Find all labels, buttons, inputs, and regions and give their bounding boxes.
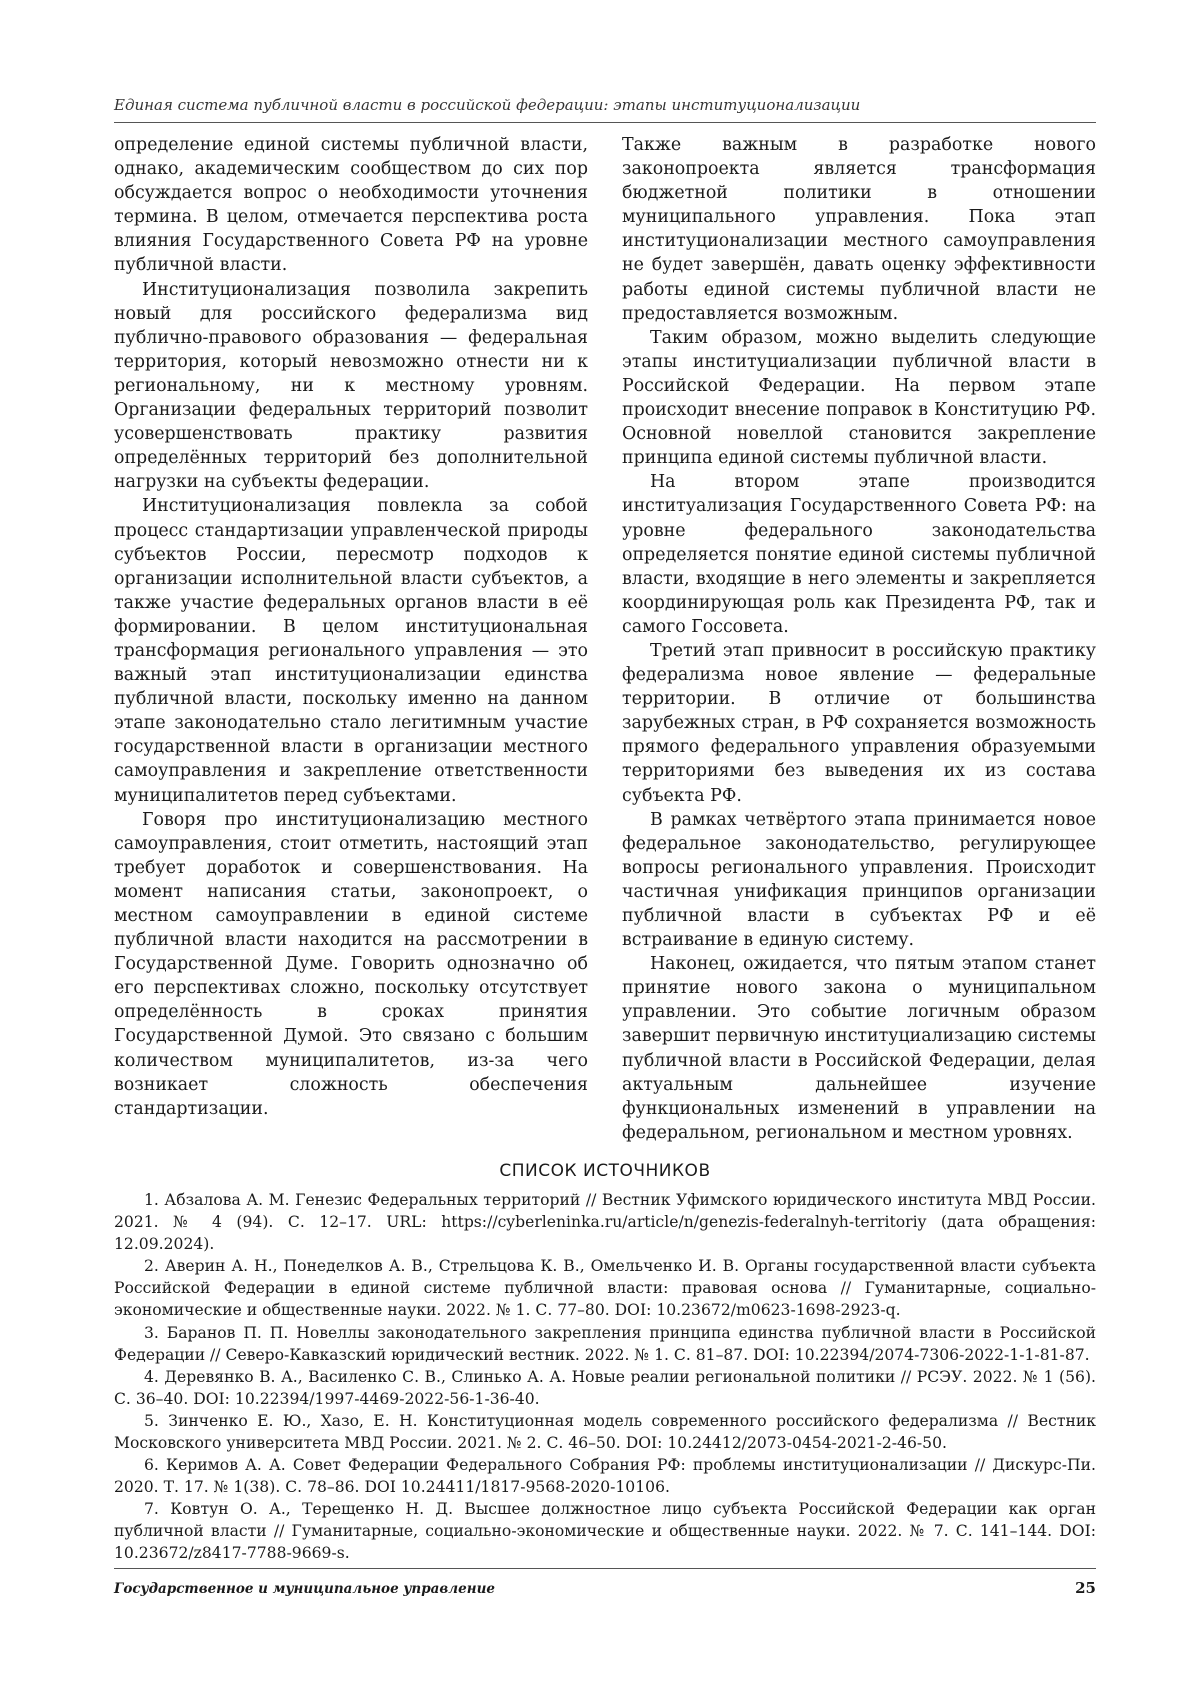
left-column (114, 133, 588, 1145)
right-column (622, 133, 1096, 1145)
paragraph: Наконец, ожидается, что пятым этапом станет принятие нового закона о муниципальном управлении. Это событие логичным образом завершит первичную институциализацию системы публичной власти в Российской Федерации, делая актуальным дальнейшее изучение функциональных изменений в управлении на федеральном, региональном и местном уровнях. (622, 954, 1096, 1143)
references-heading: СПИСОК ИСТОЧНИКОВ (499, 1160, 711, 1181)
paragraph: Третий этап привносит в российскую практику федерализма новое явление — федеральные территории. В отличие от большинства зарубежных стран, в РФ сохраняется возможность прямого федерального управления образуемыми территориями без выведения их из состава субъекта РФ. (622, 640, 1096, 806)
paragraph: Таким образом, можно выделить следующие этапы институциализации публичной власти в Российской Федерации. На первом этапе происходит внесение поправок в Конституцию РФ. Основной новеллой становится закрепление принципа единой системы публичной власти. (622, 327, 1096, 469)
paragraph: Также важным в разработке нового законопроекта является трансформация бюджетной политики в отношении муниципального управления. Пока этап институционализации местного самоуправления не будет завершён, давать оценку эффективности работы единой системы публичной власти не предоставляется возможным. (622, 135, 1096, 324)
reference-item: 5. Зинченко Е. Ю., Хазо, Е. Н. Конституционная модель современного российского федерализма // Вестник Московского университета МВД России. 2021. № 2. С. 46–50. DOI: 10.24412/2073-0454-2021-2-46-50. (114, 1411, 1096, 1452)
page (114, 96, 1096, 1565)
references-list (114, 1189, 1096, 1565)
reference-item: 6. Керимов А. А. Совет Федерации Федерального Собрания РФ: проблемы институционализации // Дискурс-Пи. 2020. Т. 17. № 1(38). С. 78–86. DOI 10.24411/1817-9568-2020-10106. (114, 1456, 1096, 1497)
page-footer (114, 1568, 1096, 1597)
page-number: 25 (1075, 1579, 1096, 1597)
paragraph: В рамках четвёртого этапа принимается новое федеральное законодательство, регулирующее вопросы регионального управления. Происходит частичная унификация принципов организации публичной власти в субъектах РФ и её встраивание в единую систему. (622, 809, 1096, 951)
reference-item: 2. Аверин А. Н., Понеделков А. В., Стрельцова К. В., Омельченко И. В. Органы государственной власти субъекта Российской Федерации в единой системе публичной власти: правовая основа // Гуманитарные, социально-экономические и общественные науки. 2022. № 1. С. 77–80. DOI: 10.23672/m0623-1698-2923-q. (114, 1257, 1096, 1320)
running-title: Единая система публичной власти в российской федерации: этапы институционализации (114, 96, 1096, 123)
paragraph: Говоря про институционализацию местного самоуправления, стоит отметить, настоящий этап требует доработок и совершенствования. На момент написания статьи, законопроект, о местном самоуправлении в единой системе публичной власти находится на рассмотрении в Государственной Думе. Говорить однозначно об его перспективах сложно, поскольку отсутствует определённость в сроках принятия Государственной Думой. Это связано с большим количеством муниципалитетов, из-за чего возникает сложность обеспечения стандартизации. (114, 809, 588, 1119)
paragraph: На втором этапе производится институализация Государственного Совета РФ: на уровне федерального законодательства определяется понятие единой системы публичной власти, входящие в него элементы и закрепляется координирующая роль как Президента РФ, так и самого Госсовета. (622, 472, 1096, 637)
reference-item: 1. Абзалова А. М. Генезис Федеральных территорий // Вестник Уфимского юридического института МВД России. 2021. № 4 (94). С. 12–17. URL: https://cyberleninka.ru/article/n/genezis-federalnyh-territoriy (дата обращения: 12.09.2024). (114, 1190, 1096, 1254)
paragraph: Институционализация повлекла за собой процесс стандартизации управленческой природы субъектов России, пересмотр подходов к организации исполнительной власти субъектов, а также участие федеральных органов власти в её формировании. В целом институциональная трансформация регионального управления — это важный этап институционализации единства публичной власти, поскольку именно на данном этапе законодательно стало легитимным участие государственной власти в организации местного самоуправления и закрепление ответственности муниципалитетов перед субъектами. (114, 496, 588, 806)
paragraph: определение единой системы публичной власти, однако, академическим сообществом до сих пор обсуждается вопрос о необходимости уточнения термина. В целом, отмечается перспектива роста влияния Государственного Совета РФ на уровне публичной власти. (114, 135, 588, 276)
reference-item: 3. Баранов П. П. Новеллы законодательного закрепления принципа единства публичной власти в Российской Федерации // Северо-Кавказский юридический вестник. 2022. № 1. С. 81–87. DOI: 10.22394/2074-7306-2022-1-1-81-87. (114, 1323, 1096, 1364)
reference-item: 4. Деревянко В. А., Василенко С. В., Слинько А. А. Новые реалии региональной политики // РСЭУ. 2022. № 1 (56). С. 36–40. DOI: 10.22394/1997-4469-2022-56-1-36-40. (114, 1367, 1096, 1408)
paragraph: Институционализация позволила закрепить новый для российского федерализма вид публично-правового образования — федеральная территория, который невозможно отнести ни к региональному, ни к местному уровням. Организации федеральных территорий позволит усовершенствовать практику развития определённых территорий без дополнительной нагрузки на субъекты федерации. (114, 279, 588, 493)
journal-title: Государственное и муниципальное управление (114, 1581, 496, 1597)
body-columns (114, 133, 1096, 1145)
reference-item: 7. Ковтун О. А., Терещенко Н. Д. Высшее должностное лицо субъекта Российской Федерации как орган публичной власти // Гуманитарные, социально-экономические и общественные науки. 2022. № 7. С. 141–144. DOI: 10.23672/z8417-7788-9669-s. (114, 1500, 1096, 1563)
